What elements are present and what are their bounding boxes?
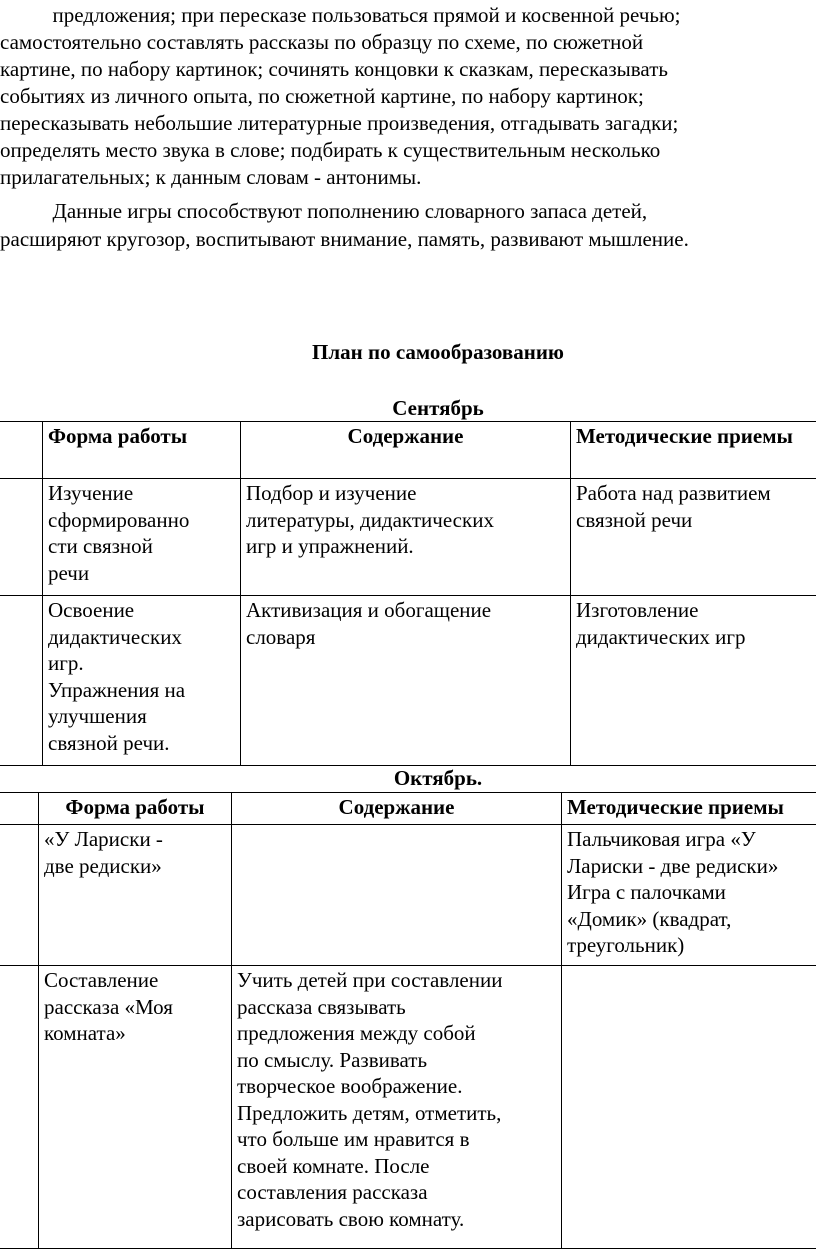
cell-content: Учить детей при составлении рассказа связывать предложения между собой по смыслу. Развивать творческое воображение. Предложить детям, отметить, что больше им нравится в своей комнате. После составления рассказа зарисовать свою комнату. (232, 966, 562, 1249)
table-row (0, 479, 816, 596)
text-line: расширяют кругозор, воспитывают внимание, память, развивают мышление. (0, 227, 689, 251)
header-content: Содержание (232, 793, 562, 825)
text-line: самостоятельно составлять рассказы по образцу по схеме, по сюжетной (0, 30, 644, 54)
cell-form: Изучение сформированно сти связной речи (43, 479, 241, 596)
text-line: пересказывать небольшие литературные произведения, отгадывать загадки; (0, 111, 679, 135)
table-cell (0, 479, 43, 596)
text-line: Данные игры способствуют пополнению словарного запаса детей, (0, 199, 648, 223)
table-cell (0, 596, 43, 766)
header-form: Форма работы (43, 422, 241, 479)
text-line: картине, по набору картинок; сочинять концовки к сказкам, пересказывать (0, 57, 668, 81)
cell-methods: Работа над развитием связной речи (571, 479, 816, 596)
table-cell (0, 966, 39, 1249)
table-row (0, 825, 816, 966)
october-title: Октябрь. (393, 766, 483, 790)
header-methods: Методические приемы (562, 793, 816, 825)
cell-methods (562, 966, 816, 1249)
cell-form: Освоение дидактических игр. Упражнения на улучшения связной речи. (43, 596, 241, 766)
header-form: Форма работы (39, 793, 232, 825)
table-row (0, 966, 816, 1249)
text-line: прилагательных; к данным словам - антонимы. (0, 165, 422, 189)
september-title: Сентябрь (392, 396, 484, 420)
text-line: событиях из личного опыта, по сюжетной картине, по набору картинок; (0, 84, 644, 108)
header-content: Содержание (241, 422, 571, 479)
cell-content: Подбор и изучение литературы, дидактических игр и упражнений. (241, 479, 571, 596)
cell-methods: Пальчиковая игра «У Лариски - две редиски» Игра с палочками «Домик» (квадрат, треугольник) (562, 825, 816, 966)
table-row (0, 596, 816, 766)
table-header-row (0, 793, 816, 825)
table-header-row (0, 422, 816, 479)
october-table (0, 792, 816, 1249)
table-cell (0, 422, 43, 479)
cell-content: Активизация и обогащение словаря (241, 596, 571, 766)
september-table (0, 421, 816, 766)
header-methods: Методические приемы (571, 422, 816, 479)
table-cell (0, 793, 39, 825)
cell-form: Составление рассказа «Моя комната» (39, 966, 232, 1249)
table-cell (0, 825, 39, 966)
text-line: определять место звука в слове; подбирать к существительным несколько (0, 138, 661, 162)
cell-methods: Изготовление дидактических игр (571, 596, 816, 766)
text-line: предложения; при пересказе пользоваться прямой и косвенной речью; (0, 3, 681, 27)
plan-title: План по самообразованию (312, 340, 564, 364)
cell-form: «У Лариски - две редиски» (39, 825, 232, 966)
cell-content (232, 825, 562, 966)
